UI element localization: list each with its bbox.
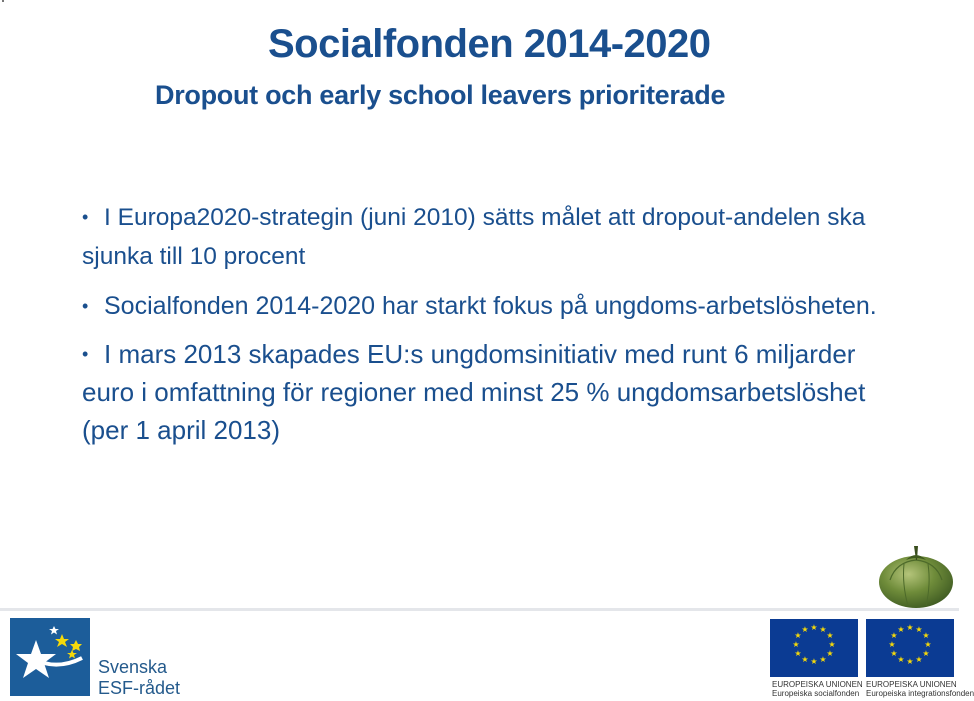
eu-flag-icon bbox=[866, 619, 954, 677]
svg-text:★: ★ bbox=[922, 649, 930, 658]
eu-logo-line1: EUROPEISKA UNIONEN bbox=[866, 680, 957, 689]
svg-text:★: ★ bbox=[906, 657, 914, 666]
svg-text:★: ★ bbox=[915, 625, 923, 634]
svg-text:★: ★ bbox=[906, 623, 914, 632]
svg-text:★: ★ bbox=[897, 625, 905, 634]
bullet-icon: • bbox=[82, 296, 89, 316]
eu-logo-label bbox=[866, 680, 974, 698]
svg-text:★: ★ bbox=[897, 655, 905, 664]
eu-logo-label bbox=[772, 680, 863, 698]
svg-text:★: ★ bbox=[794, 631, 802, 640]
svg-text:★: ★ bbox=[826, 649, 834, 658]
svg-text:★: ★ bbox=[801, 625, 809, 634]
svg-text:★: ★ bbox=[810, 623, 818, 632]
eu-logo-line2: Europeiska integrationsfonden bbox=[866, 689, 974, 698]
tomato-icon bbox=[876, 540, 956, 610]
bullet-item bbox=[82, 198, 882, 276]
svg-text:★: ★ bbox=[890, 631, 898, 640]
bullet-item bbox=[82, 285, 882, 327]
svg-text:★: ★ bbox=[810, 657, 818, 666]
slide-subtitle: Dropout och early school leavers prioriterade bbox=[155, 80, 726, 110]
svg-text:★: ★ bbox=[801, 655, 809, 664]
svg-text:★: ★ bbox=[826, 631, 834, 640]
bullet-text: I Europa2020-strategin (juni 2010) sätts målet att dropout-andelen ska sjunka till 10 procent bbox=[82, 204, 866, 270]
slide-title: Socialfonden 2014-2020 bbox=[268, 22, 711, 66]
esf-logo-text bbox=[98, 657, 180, 699]
bullet-icon: • bbox=[82, 207, 89, 227]
svg-text:★: ★ bbox=[890, 649, 898, 658]
svg-text:★: ★ bbox=[794, 649, 802, 658]
eu-flag-icon bbox=[770, 619, 858, 677]
bullet-item bbox=[82, 335, 882, 449]
eu-logo-line2: Europeiska socialfonden bbox=[772, 689, 860, 698]
bullet-text: Socialfonden 2014-2020 har starkt fokus på ungdoms-arbetslösheten. bbox=[104, 292, 877, 320]
bullet-icon: • bbox=[82, 344, 89, 364]
esf-star-logo bbox=[10, 618, 90, 696]
svg-text:★: ★ bbox=[819, 625, 827, 634]
bullet-text: I mars 2013 skapades EU:s ungdomsinitiativ med runt 6 miljarder euro i omfattning för regioner med minst 25 % ungdomsarbetslöshet (per 1 april 2013) bbox=[82, 339, 866, 445]
bullet-list bbox=[82, 198, 882, 449]
svg-text:★: ★ bbox=[792, 640, 800, 649]
svg-text:★: ★ bbox=[924, 640, 932, 649]
corner-marker bbox=[2, 0, 4, 2]
svg-text:★: ★ bbox=[819, 655, 827, 664]
footer-divider bbox=[0, 608, 959, 611]
esf-logo-line2: ESF-rådet bbox=[98, 678, 181, 698]
svg-text:★: ★ bbox=[922, 631, 930, 640]
esf-logo-line1: Svenska bbox=[98, 657, 168, 677]
eu-logo-line1: EUROPEISKA UNIONEN bbox=[772, 680, 863, 689]
svg-text:★: ★ bbox=[888, 640, 896, 649]
svg-text:★: ★ bbox=[828, 640, 836, 649]
svg-text:★: ★ bbox=[915, 655, 923, 664]
